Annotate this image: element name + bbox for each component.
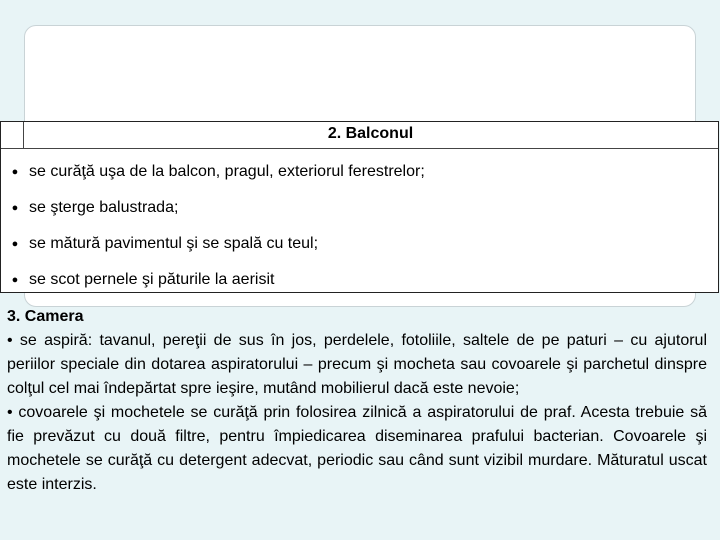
room-paragraph: • se aspiră: tavanul, pereţii de sus în jos, perdelele, fotoliile, saltele de pe paturi – cu ajutorul periilor speciale din dotarea aspiratorului – precum şi mocheta sau covoarele şi parchetul dinspre colţul cel mai îndepărtat spre ieşire, mutând mobilierul dacă este nevoie; xyxy=(7,332,707,397)
balcony-table-header xyxy=(1,122,718,149)
bullet-icon: ● xyxy=(11,238,19,250)
bullet-icon: ● xyxy=(11,274,19,286)
list-item xyxy=(1,190,718,226)
bullet-icon: ● xyxy=(11,202,19,214)
room-title: 3. Camera xyxy=(7,308,84,325)
balcony-list xyxy=(1,149,718,298)
balcony-title: 2. Balconul xyxy=(327,125,414,142)
list-item xyxy=(1,262,718,298)
room-section xyxy=(7,305,707,497)
room-paragraph: • covoarele şi mochetele se curăţă prin folosirea zilnică a aspiratorului de praf. Acesta trebuie să fie prevăzut cu două filtre, pentru împiedicarea diseminarea prafului bacterian. Covoarele şi mochetele se curăţă cu detergent adecvat, periodic sau când sunt vizibil murdare. Măturatul uscat este interzis. xyxy=(7,404,707,493)
list-item-text: se scot pernele şi păturile la aerisit xyxy=(29,271,275,288)
bullet-icon: ● xyxy=(11,166,19,178)
list-item xyxy=(1,154,718,190)
balcony-table xyxy=(0,121,719,293)
list-item-text: se curăţă uşa de la balcon, pragul, exteriorul ferestrelor; xyxy=(29,163,425,180)
list-item xyxy=(1,226,718,262)
list-item-text: se mătură pavimentul şi se spală cu teul; xyxy=(29,235,319,252)
list-item-text: se şterge balustrada; xyxy=(29,199,179,216)
